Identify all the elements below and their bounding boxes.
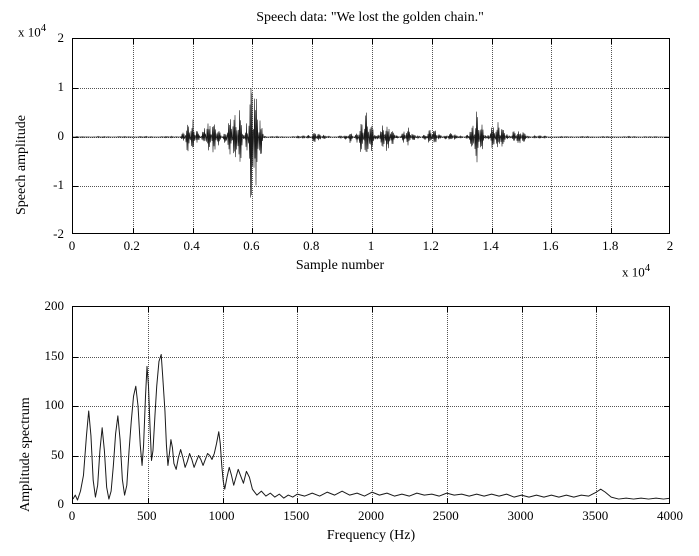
xticklabel-0p6: 0.6 <box>243 238 260 253</box>
xticklabel-1p6: 1.6 <box>542 238 559 253</box>
amplitude-spectrum-xlabel: Frequency (Hz) <box>326 528 416 543</box>
xticklabel-1p4: 1.4 <box>482 238 499 253</box>
xticklabel-1p2: 1.2 <box>422 238 439 253</box>
spectrum-yticklabel-150: 150 <box>44 347 64 363</box>
spectrum-xticklabel-4000: 4000 <box>657 508 683 523</box>
x-axis-exponent-top: x $10^4$ <box>622 262 651 280</box>
speech-waveform-xlabel: Sample number <box>295 258 385 273</box>
xticklabel-0p8: 0.8 <box>303 238 320 253</box>
yticklabel-0: 0 <box>57 128 64 143</box>
spectrum-yticklabel-0: 0 <box>57 496 64 511</box>
spectrum-xticklabel-3500: 3500 <box>582 508 609 523</box>
spectrum-xticklabel-2000: 2000 <box>358 508 384 523</box>
xticklabel-1: 1 <box>367 238 375 253</box>
yticklabel-minus1: -1 <box>53 177 64 192</box>
spectrum-xticklabel-2500: 2500 <box>432 508 459 523</box>
amplitude-spectrum-figure <box>0 290 699 556</box>
xticklabel-0p4: 0.4 <box>183 238 200 253</box>
speech-waveform-title: Speech data: "We lost the golden chain." <box>256 10 484 25</box>
speech-waveform-ylabel: Speech amplitude <box>14 115 29 215</box>
xticklabel-0p2: 0.2 <box>123 238 140 253</box>
spectrum-xticklabel-0: 0 <box>68 508 76 523</box>
spectrum-xticklabel-500: 500 <box>137 508 157 523</box>
xticklabel-0: 0 <box>68 238 76 253</box>
spectrum-xticklabel-3000: 3000 <box>507 508 534 523</box>
spectrum-yticklabel-50: 50 <box>51 446 64 462</box>
spectrum-yticklabel-200: 200 <box>44 298 64 313</box>
xticklabel-2: 2 <box>666 238 674 253</box>
yticklabel-2: 2 <box>57 30 64 45</box>
amplitude-spectrum-trace <box>73 307 670 504</box>
speech-waveform-plot-area <box>72 38 670 234</box>
yticklabel-minus2: -2 <box>53 226 64 241</box>
yticklabel-1: 1 <box>57 79 64 94</box>
spectrum-xticklabel-1500: 1500 <box>283 508 310 523</box>
spectrum-yticklabel-100: 100 <box>44 397 64 412</box>
y-axis-exponent-top: x $10^4$ <box>18 22 47 40</box>
spectrum-xticklabel-1000: 1000 <box>208 508 235 523</box>
amplitude-spectrum-ylabel: Amplitude spectrum <box>18 397 33 512</box>
xticklabel-1p8: 1.8 <box>602 238 619 253</box>
speech-waveform-trace <box>73 39 670 234</box>
amplitude-spectrum-plot-area <box>72 306 670 504</box>
